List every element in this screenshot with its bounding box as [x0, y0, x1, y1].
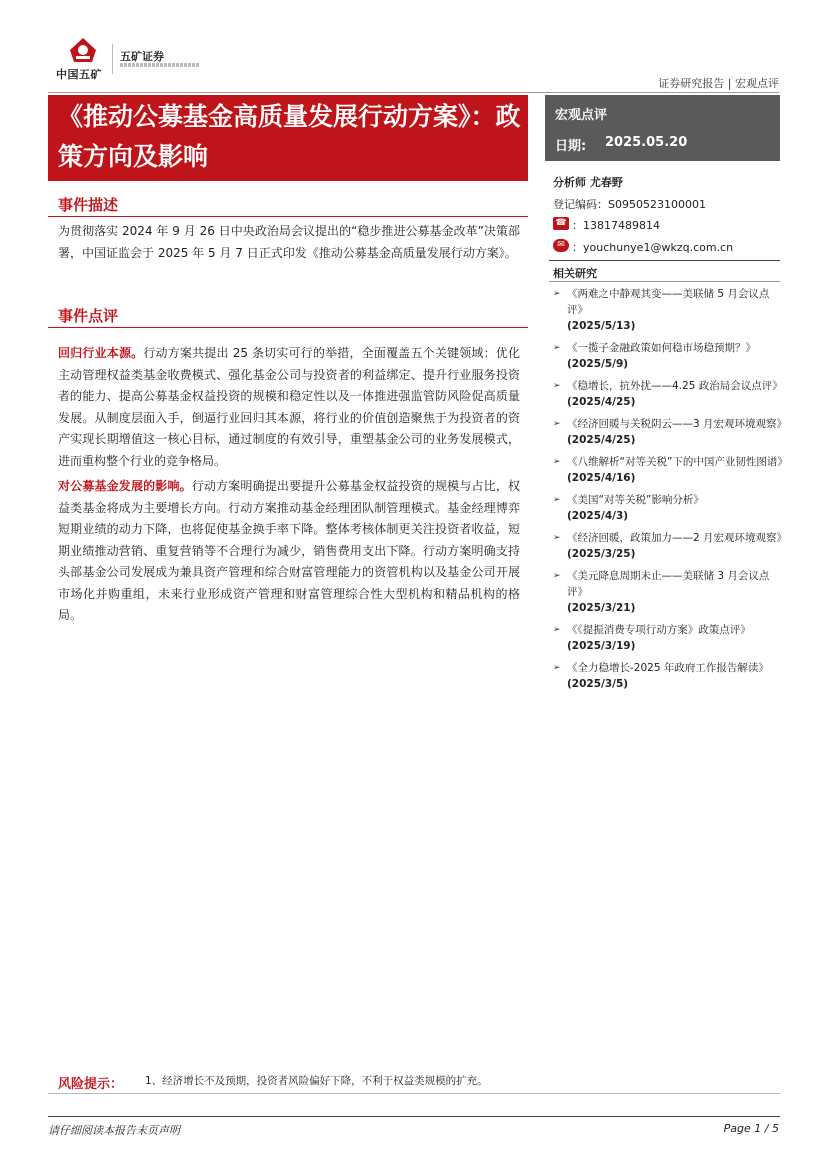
- related-research-date: (2025/3/25): [567, 548, 636, 560]
- section-divider: [48, 327, 528, 328]
- related-research-date: (2025/5/9): [567, 358, 629, 370]
- company-logo-icon: [66, 36, 100, 64]
- related-research-title: 《全力稳增长-2025 年政府工作报告解读》: [567, 662, 769, 674]
- paragraph-body: 行动方案明确提出要提升公募基金权益投资的规模与占比，权益类基金将成为主要增长方向。行动方案推动基金经理团队制管理模式。基金经理博弈短期业绩的动力下降，也将促使基金换手率下降。整体考核体制更关注投资者收益，短期业绩推动营销、重复营销等不合理行为减少，销售费用支出下降。行动方案明确支持头部基金公司发展成为兼具资产管理和综合财富管理能力的资管机构以及基金公司开展市场化并购重组，未来行业形成资产管理和财富管理综合性大型机构和精品机构的格局。: [58, 479, 520, 622]
- related-research-title: 《一揽子金融政策如何稳市场稳预期？》: [567, 342, 756, 354]
- footer-disclaimer: 请仔细阅读本报告末页声明: [48, 1124, 180, 1137]
- paragraph-lead: 对公募基金发展的影响。: [58, 479, 192, 493]
- related-research-date: (2025/3/5): [567, 678, 629, 690]
- related-research-item[interactable]: [553, 454, 788, 486]
- related-research-date: (2025/3/19): [567, 640, 636, 652]
- footer-divider: [48, 1116, 780, 1117]
- section-divider: [48, 216, 528, 217]
- logo-divider: [112, 44, 113, 74]
- report-type-tag: 证券研究报告 | 宏观点评: [658, 77, 779, 90]
- section-heading-review: 事件点评: [58, 307, 119, 325]
- related-research-item[interactable]: [553, 622, 788, 654]
- paragraph-lead: 回归行业本源。: [58, 346, 144, 360]
- arrow-bullet-icon: ➢: [553, 533, 561, 543]
- brand-subtitle-graphic: [120, 63, 200, 67]
- related-research-item[interactable]: [553, 660, 788, 692]
- arrow-bullet-icon: ➢: [553, 625, 561, 635]
- arrow-bullet-icon: ➢: [553, 457, 561, 467]
- related-research-title: 《八维解析“对等关税”下的中国产业韧性图谱》: [567, 456, 788, 468]
- report-category: 宏观点评: [555, 108, 608, 123]
- analyst-name: 分析师 尤春野: [553, 176, 623, 189]
- related-research-heading: 相关研究: [553, 267, 597, 280]
- risk-text: 1、经济增长不及预期，投资者风险偏好下降，不利于权益类规模的扩充。: [145, 1075, 488, 1087]
- review-paragraph-1: [58, 343, 520, 472]
- risk-label: 风险提示：: [58, 1077, 124, 1092]
- paragraph-body: 行动方案共提出 25 条切实可行的举措，全面覆盖五个关键领域：优化主动管理权益类基金收费模式、强化基金公司与投资者的利益绑定、提升行业服务投资者的能力、提高公募基金权益投资的规模和稳定性以及一体推进强监管防风险促高质量发展。从制度层面入手，倒逼行业回归其本源，将行业的价值创造聚焦于为投资者的资产实现长期增值这一核心目标，通过制度的有效引导，重塑基金公司的业务发展模式，进而重构整个行业的竞争格局。: [58, 346, 520, 468]
- related-research-title: 《经济回暖与关税阴云——3 月宏观环境观察》: [567, 418, 788, 430]
- related-research-item[interactable]: [553, 286, 788, 334]
- arrow-bullet-icon: ➢: [553, 663, 561, 673]
- date-label: 日期:: [555, 139, 587, 154]
- arrow-bullet-icon: ➢: [553, 381, 561, 391]
- header-divider: [48, 92, 779, 93]
- arrow-bullet-icon: ➢: [553, 419, 561, 429]
- arrow-bullet-icon: ➢: [553, 571, 561, 581]
- related-research-title: 《两难之中静观其变——美联储 5 月会议点评》: [567, 288, 770, 316]
- related-research-title: 《《提振消费专项行动方案》政策点评》: [567, 624, 751, 636]
- page-number: Page 1 / 5: [723, 1122, 779, 1135]
- related-research-item[interactable]: [553, 378, 788, 410]
- related-research-date: (2025/4/16): [567, 472, 636, 484]
- related-research-title: 《稳增长，抗外扰——4.25 政治局会议点评》: [567, 380, 783, 392]
- brand-name: 五矿证券: [120, 50, 164, 63]
- risk-divider: [48, 1093, 780, 1094]
- section-heading-description: 事件描述: [58, 196, 119, 214]
- analyst-email[interactable]: ：youchunye1@wkzq.com.cn: [572, 241, 734, 254]
- related-research-date: (2025/4/25): [567, 396, 636, 408]
- related-divider: [549, 281, 780, 282]
- review-paragraph-2: [58, 476, 520, 627]
- phone-icon: ☎: [553, 217, 569, 230]
- registration-code: 登记编码：S0950523100001: [553, 198, 706, 211]
- related-research-title: 《经济回暖，政策加力——2 月宏观环境观察》: [567, 532, 788, 544]
- email-icon: ✉: [553, 239, 569, 252]
- arrow-bullet-icon: ➢: [553, 289, 561, 299]
- analyst-phone: ：13817489814: [572, 219, 660, 232]
- logo-text: 中国五矿: [56, 68, 102, 81]
- description-paragraph: 为贯彻落实 2024 年 9 月 26 日中央政治局会议提出的“稳步推进公募基金改革”决策部署，中国证监会于 2025 年 5 月 7 日正式印发《推动公募基金高质量发展行动方案》。: [58, 224, 520, 260]
- related-research-item[interactable]: [553, 416, 788, 448]
- report-title: 《推动公募基金高质量发展行动方案》：政策方向及影响: [58, 102, 521, 171]
- related-research-item[interactable]: [553, 340, 788, 372]
- related-research-date: (2025/4/3): [567, 510, 629, 522]
- related-research-date: (2025/4/25): [567, 434, 636, 446]
- report-date: 2025.05.20: [605, 135, 688, 150]
- related-research-date: (2025/5/13): [567, 320, 636, 332]
- analyst-divider: [549, 260, 780, 261]
- related-research-date: (2025/3/21): [567, 602, 636, 614]
- related-research-title: 《美国“对等关税”影响分析》: [567, 494, 704, 506]
- related-research-list: [553, 286, 788, 698]
- arrow-bullet-icon: ➢: [553, 343, 561, 353]
- related-research-item[interactable]: [553, 530, 788, 562]
- related-research-title: 《美元降息周期未止——美联储 3 月会议点评》: [567, 570, 770, 598]
- related-research-item[interactable]: [553, 492, 788, 524]
- arrow-bullet-icon: ➢: [553, 495, 561, 505]
- related-research-item[interactable]: [553, 568, 788, 616]
